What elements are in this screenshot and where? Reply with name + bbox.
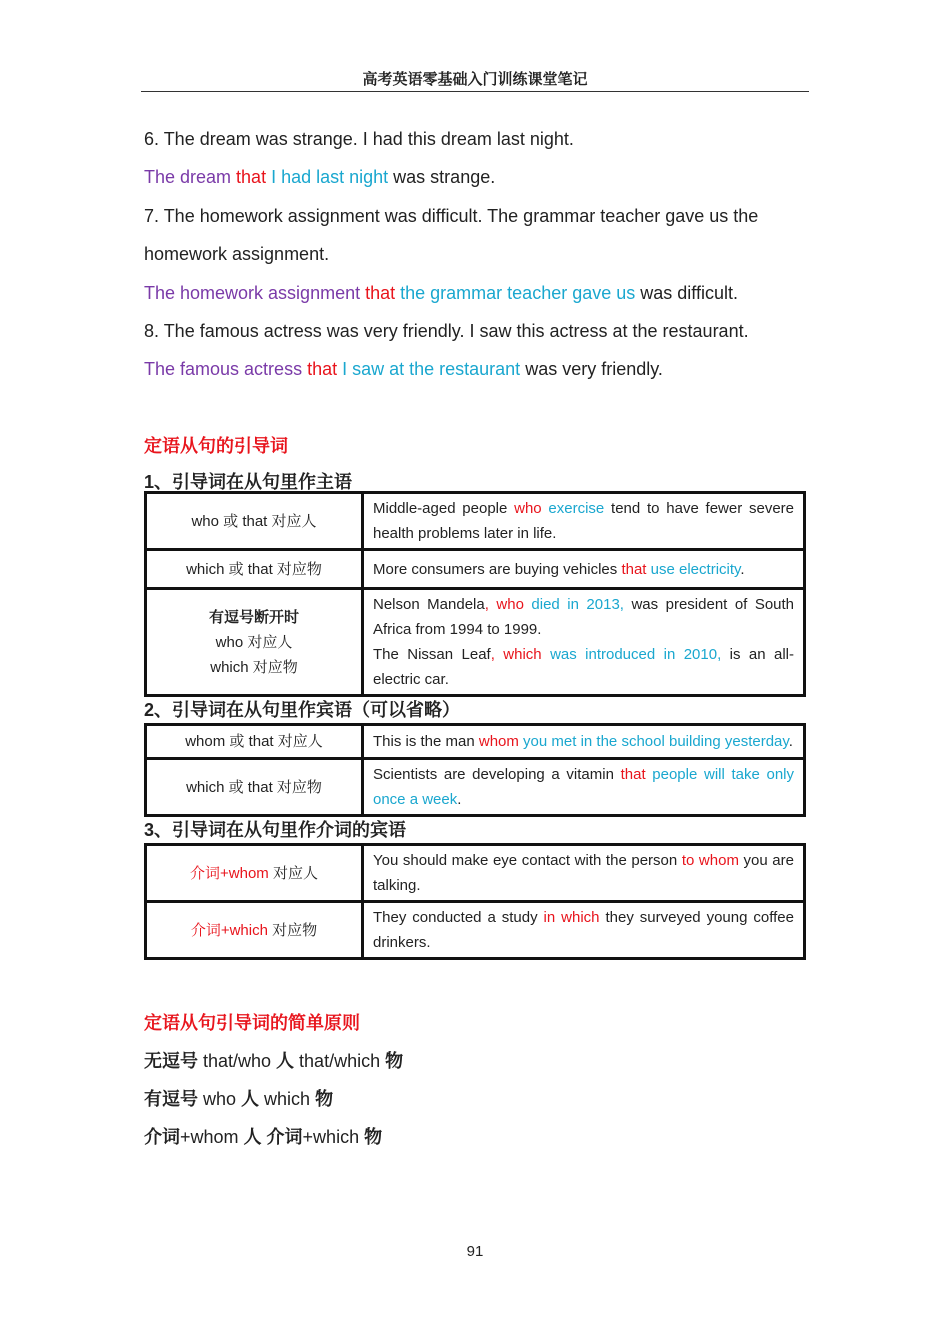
example-8-answer [144,350,808,388]
rule-with-comma: 有逗号 who 人 which 物 [144,1089,334,1110]
subsection-title-object: 2、引导词在从句里作宾语（可以省略） [144,700,461,721]
example-7-question-line1: 7. The homework assignment was difficult. The grammar teacher gave us the [144,205,759,226]
antecedent: The famous actress [144,359,303,380]
rule-preposition: 介词+whom 人 介词+which 物 [144,1127,383,1148]
table-row [146,725,805,759]
table-cell-label: who 或 that 对应人 [146,493,363,550]
table-cell-label: whom 或 that 对应人 [146,725,363,759]
relative-pronoun: that [302,359,338,380]
antecedent: The homework assignment [144,282,361,303]
table-cell-example: You should make eye contact with the person to whom you are talking. [363,845,805,902]
table-row [146,589,805,696]
relative-pronoun: that [360,282,396,303]
table-cell-example: This is the man whom you met in the school building yesterday. [363,725,805,759]
table-cell-example: Middle-aged people who exercise tend to have fewer severe health problems later in life. [363,493,805,550]
antecedent: The dream [144,167,232,188]
example-7-answer [144,274,808,312]
table-cell-label: 介词+which 对应物 [146,902,363,959]
example-6-answer [144,158,808,196]
relative-clause: I had last night [266,167,389,188]
main-clause-rest: was strange. [388,167,496,188]
table-cell-example: They conducted a study in which they surveyed young coffee drinkers. [363,902,805,959]
relative-clause: I saw at the restaurant [337,359,521,380]
table-subject-pronouns [144,491,806,697]
subsection-title-preposition-object: 3、引导词在从句里作介词的宾语 [144,820,407,841]
example-6-question: 6. The dream was strange. I had this dream last night. [144,129,574,149]
main-clause-rest: was difficult. [635,282,738,303]
relative-pronoun: that [231,167,267,188]
table-cell-label: 介词+whom 对应人 [146,845,363,902]
table-cell-label: which 或 that 对应物 [146,550,363,589]
page-number: 91 [466,1243,484,1260]
table-row [146,759,805,816]
rule-no-comma: 无逗号 that/who 人 that/which 物 [144,1051,404,1072]
section-title-simple-rules: 定语从句引导词的简单原则 [144,1013,360,1034]
header-divider [141,91,809,92]
table-cell-example: Nelson Mandela, who died in 2013, was president of South Africa from 1994 to 1999. The Nissan Leaf, which was introduced in 2010, is an all-electric car. [363,589,805,696]
relative-clause: the grammar teacher gave us [395,282,636,303]
table-preposition-pronouns [144,843,806,960]
page-header-title: 高考英语零基础入门训练课堂笔记 [362,71,588,88]
main-clause-rest: was very friendly. [520,359,663,380]
section-title-relative-pronouns: 定语从句的引导词 [144,435,288,456]
table-row [146,902,805,959]
table-cell-label: 有逗号断开时 who 对应人 which 对应物 [146,589,363,696]
table-object-pronouns [144,723,806,817]
table-row [146,845,805,902]
subsection-title-subject: 1、引导词在从句里作主语 [144,472,353,493]
table-row [146,493,805,550]
table-cell-example: Scientists are developing a vitamin that people will take only once a week. [363,759,805,816]
table-cell-label: which 或 that 对应物 [146,759,363,816]
page-content [144,120,808,1156]
example-8-question: 8. The famous actress was very friendly. I saw this actress at the restaurant. [144,320,749,341]
table-row [146,550,805,589]
table-cell-example: More consumers are buying vehicles that use electricity. [363,550,805,589]
example-7-question-line2: homework assignment. [144,244,330,265]
